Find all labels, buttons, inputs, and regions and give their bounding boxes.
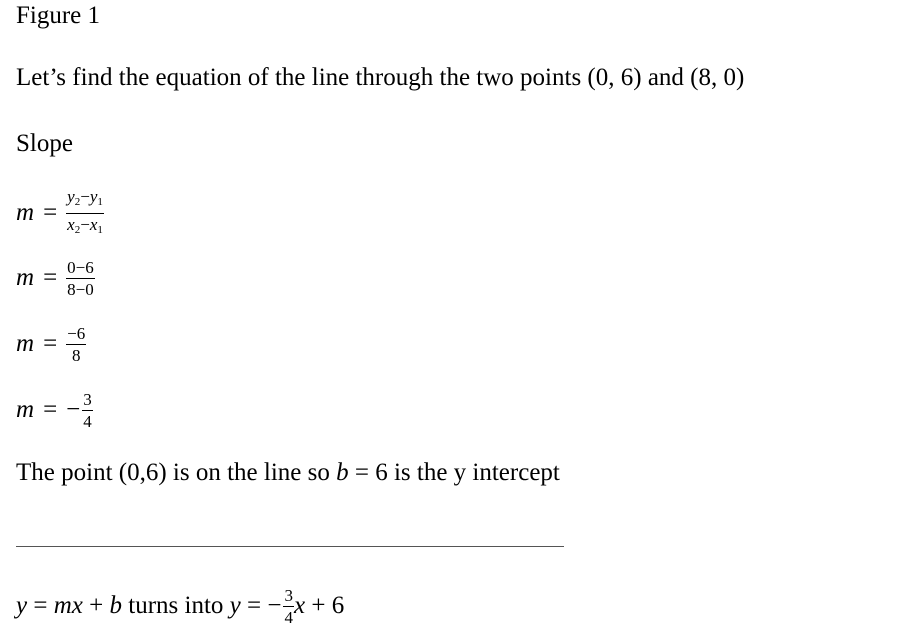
substitution-fraction	[66, 258, 95, 299]
plus-sign: +	[82, 592, 110, 619]
slope-result-step	[16, 390, 93, 430]
minus-sign: −	[66, 396, 81, 423]
slope-variable: m	[16, 264, 35, 291]
fraction-denominator: 8	[71, 345, 81, 365]
equals-sign: =	[43, 396, 58, 423]
minus-sign: −	[80, 214, 90, 234]
turns-into-text: turns into	[122, 592, 230, 619]
intercept-prefix: The point (0,6) is on the line so	[16, 459, 337, 486]
slope-formula-fraction	[66, 187, 104, 240]
subscript: 1	[97, 195, 103, 208]
result-fraction	[82, 390, 93, 431]
equals-sign: =	[240, 592, 268, 619]
subscript: 1	[97, 223, 103, 236]
subscript: 2	[74, 223, 81, 236]
fraction-numerator: 3	[83, 389, 92, 409]
final-fraction	[283, 586, 294, 627]
equals-sign: =	[43, 264, 58, 291]
x-symbol: x	[71, 592, 83, 619]
final-equation	[16, 586, 344, 626]
fraction-numerator: −6	[67, 323, 86, 343]
slope-variable: m	[16, 330, 35, 357]
equals-sign: =	[27, 592, 54, 619]
figure-label: Figure 1	[16, 2, 101, 29]
slope-heading: Slope	[16, 130, 73, 157]
fraction-denominator: 8−0	[67, 279, 94, 299]
fraction-numerator: 3	[284, 585, 293, 605]
slope-simplify-step	[16, 324, 86, 364]
horizontal-divider	[16, 546, 564, 547]
intercept-variable: b	[336, 459, 349, 486]
intercept-sentence	[16, 457, 560, 489]
slope-variable: m	[16, 396, 35, 423]
fraction-numerator: 0−6	[67, 257, 94, 277]
equals-sign: =	[43, 199, 58, 226]
intro-text: Let’s find the equation of the line through the two points (0, 6) and (8, 0)	[16, 64, 745, 91]
fraction-denominator: 4	[284, 607, 293, 627]
fraction-denominator: 4	[83, 411, 92, 431]
y-symbol: y	[16, 592, 28, 619]
fraction-denominator	[66, 214, 104, 240]
subscript: 2	[74, 195, 81, 208]
slope-formula-step	[16, 186, 104, 236]
fraction-numerator	[66, 187, 104, 214]
simplify-fraction	[66, 324, 86, 365]
y1-symbol: y	[89, 186, 98, 206]
intercept-suffix: = 6 is the y intercept	[348, 459, 560, 486]
minus-sign: −	[80, 186, 90, 206]
x1-symbol: x	[89, 214, 98, 234]
plus-six: + 6	[305, 592, 345, 619]
b-symbol: b	[109, 592, 122, 619]
m-symbol: m	[53, 592, 72, 619]
minus-sign: −	[267, 592, 282, 619]
x-symbol: x	[293, 592, 306, 619]
x2-symbol: x	[67, 214, 75, 234]
equals-sign: =	[43, 330, 58, 357]
y2-symbol: y	[67, 186, 75, 206]
y-symbol: y	[229, 592, 241, 619]
slope-substitution-step	[16, 258, 95, 298]
slope-variable: m	[16, 199, 35, 226]
